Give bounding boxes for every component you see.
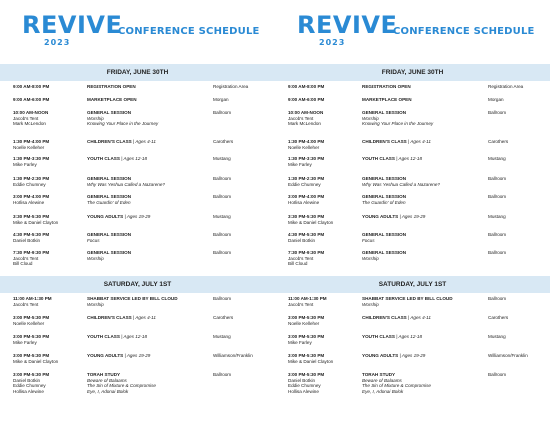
presenter-name: Mike Farley	[13, 161, 37, 167]
location-cell	[488, 156, 550, 162]
event-cell	[362, 110, 487, 127]
event-title: SHABBAT SERVICE LED BY BILL CLOUD	[87, 296, 178, 301]
age-separator: |	[119, 334, 124, 339]
age-separator: |	[123, 214, 127, 219]
time-cell	[13, 296, 88, 307]
session-location: Ballroom	[213, 372, 232, 377]
session-time: 9:00 AM-8:00 PM	[288, 84, 325, 89]
session-time: 3:30 PM-5:30 PM	[13, 214, 50, 219]
session-location: Ballroom	[488, 250, 507, 255]
presenter-name: Hollisa Alewine	[288, 388, 319, 394]
location-cell	[488, 176, 550, 182]
time-cell	[13, 97, 88, 103]
event-cell	[87, 214, 212, 220]
day-heading-friday: FRIDAY, JUNE 30TH	[275, 64, 550, 81]
presenter-name: Mike & Daniel Clayton	[13, 358, 59, 364]
session-topic: Worship	[362, 255, 379, 261]
location-cell	[213, 84, 275, 90]
schedule-page-right	[275, 0, 550, 425]
location-cell	[213, 372, 275, 378]
session-topic: Worship	[87, 115, 104, 121]
location-cell	[488, 194, 550, 200]
event-title-line	[87, 156, 212, 162]
presenter-name: Jacob's Tent	[288, 301, 314, 307]
event-title: YOUTH CLASS	[362, 156, 395, 161]
event-title: TORAH STUDY	[87, 372, 121, 377]
event-title-line	[362, 84, 487, 90]
presenter-name: Noelle Kelleher	[288, 320, 320, 326]
event-title: GENERAL SESSION	[87, 176, 132, 181]
session-topic: Beware of Balaams	[87, 377, 127, 383]
presenter-name: HoIlisa Alewine	[288, 199, 320, 205]
time-cell	[288, 97, 363, 103]
event-cell	[87, 353, 212, 359]
event-cell	[87, 372, 212, 394]
session-time: 10:00 AM-NOON	[288, 110, 324, 115]
event-title: CHILDREN'S CLASS	[362, 315, 407, 320]
event-cell	[362, 232, 487, 243]
day-heading-friday: FRIDAY, JUNE 30TH	[0, 64, 275, 81]
location-cell	[213, 139, 275, 145]
event-title: MARKETPLACE OPEN	[87, 97, 137, 102]
session-location: Registration Area	[213, 84, 249, 89]
schedule-title: CONFERENCE SCHEDULE	[393, 26, 535, 37]
age-separator: |	[394, 156, 399, 161]
time-cell	[288, 334, 363, 345]
session-location: Ballroom	[213, 232, 232, 237]
location-cell	[213, 353, 275, 359]
presenter-name: Mike Farley	[13, 339, 37, 345]
age-range: Ages 19-29	[401, 214, 426, 219]
event-title-line	[87, 84, 212, 90]
event-title-line	[362, 156, 487, 162]
location-cell	[488, 334, 550, 340]
event-title: GENERAL SESSION	[362, 250, 407, 255]
age-separator: |	[119, 156, 124, 161]
session-time: 9:00 AM-8:00 PM	[13, 84, 50, 89]
location-cell	[213, 110, 275, 116]
time-cell	[288, 84, 363, 90]
age-separator: |	[398, 214, 402, 219]
event-title: YOUNG ADULTS	[362, 214, 399, 219]
session-location: Mustang	[488, 214, 506, 219]
time-cell	[13, 372, 88, 394]
event-title-line	[362, 353, 487, 359]
session-time: 1:30 PM-3:30 PM	[288, 156, 325, 161]
session-topic: Worship	[362, 115, 379, 121]
event-title: GENERAL SESSION	[362, 232, 407, 237]
session-time: 1:30 PM-4:00 PM	[13, 139, 50, 144]
session-location: Ballroom	[488, 296, 507, 301]
session-time: 4:30 PM-5:30 PM	[288, 232, 325, 237]
session-time: 11:00 AM-1:30 PM	[288, 296, 327, 301]
event-cell	[362, 176, 487, 187]
time-cell	[13, 334, 88, 345]
time-cell	[288, 194, 363, 205]
presenter-name: Eddie Chumney	[288, 181, 321, 187]
event-title-line	[87, 97, 212, 103]
session-topic: The Guardin' of Eden	[87, 199, 131, 205]
event-cell	[362, 372, 487, 394]
time-cell	[288, 156, 363, 167]
presenter-name: Noelle Kelleher	[288, 144, 320, 150]
presenter-name: Daniel Botkin	[13, 377, 41, 383]
session-location: Mustang	[488, 334, 506, 339]
session-time: 7:30 PM-9:30 PM	[13, 250, 50, 255]
age-range: Ages 12-18	[398, 334, 423, 339]
time-cell	[288, 176, 363, 187]
event-cell	[87, 232, 212, 243]
presenter-name: Eddie Chumney	[13, 181, 46, 187]
time-cell	[13, 156, 88, 167]
session-topic: The Sin of Mixture & Compromise	[87, 383, 156, 389]
event-cell	[87, 250, 212, 261]
age-range: Ages 4-11	[410, 315, 431, 320]
event-cell	[87, 315, 212, 321]
session-time: 3:00 PM-4:00 PM	[13, 194, 50, 199]
session-location: Williamson/Franklin	[488, 353, 528, 358]
event-cell	[87, 97, 212, 103]
location-cell	[213, 194, 275, 200]
event-title: REGISTRATION OPEN	[362, 84, 411, 89]
time-cell	[288, 372, 363, 394]
session-topic: Worship	[362, 301, 379, 307]
session-location: Mustang	[488, 156, 506, 161]
session-time: 3:00 PM-5:30 PM	[288, 353, 325, 358]
age-separator: |	[123, 353, 127, 358]
session-time: 9:00 AM-6:00 PM	[13, 97, 50, 102]
event-title: YOUTH CLASS	[87, 156, 120, 161]
age-separator: |	[131, 315, 136, 320]
page-header	[22, 8, 262, 60]
session-topic: Eye, I, Adonai Bolok	[87, 388, 129, 394]
event-cell	[87, 139, 212, 145]
session-topic: The Guardin' of Eden	[362, 199, 406, 205]
presenter-name: Mark McLendon	[288, 121, 321, 127]
event-title-line	[87, 334, 212, 340]
presenter-name: Mark McLendon	[13, 121, 46, 127]
event-cell	[362, 296, 487, 307]
event-title: CHILDREN'S CLASS	[87, 315, 132, 320]
event-title: YOUTH CLASS	[362, 334, 395, 339]
age-range: Ages 12-18	[398, 156, 423, 161]
presenter-name: Daniel Botkin	[13, 237, 41, 243]
session-topic: The Sin of Mixture & Compromise	[362, 383, 431, 389]
schedule-title: CONFERENCE SCHEDULE	[118, 26, 260, 37]
event-cell	[87, 194, 212, 205]
event-cell	[362, 353, 487, 359]
event-cell	[362, 315, 487, 321]
logo-wordmark: REVIVE	[297, 11, 398, 39]
session-location: Ballroom	[213, 194, 232, 199]
session-topic: Knowing Your Place in the Journey	[87, 121, 159, 127]
session-location: Mustang	[213, 214, 231, 219]
event-title: GENERAL SESSION	[362, 110, 407, 115]
event-title-line	[87, 139, 212, 145]
event-cell	[87, 110, 212, 127]
session-location: Ballroom	[488, 176, 507, 181]
session-time: 3:00 PM-5:30 PM	[288, 334, 325, 339]
day-heading-saturday: SATURDAY, JULY 1ST	[0, 276, 275, 293]
presenter-name: Jacob's Tent	[13, 255, 39, 261]
age-separator: |	[406, 315, 411, 320]
presenter-name: Daniel Botkin	[288, 377, 316, 383]
event-title: GENERAL SESSION	[87, 250, 132, 255]
time-cell	[13, 84, 88, 90]
location-cell	[488, 84, 550, 90]
event-title: CHILDREN'S CLASS	[87, 139, 132, 144]
location-cell	[213, 296, 275, 302]
session-location: Carothers	[488, 315, 509, 320]
event-title: GENERAL SESSION	[87, 232, 132, 237]
age-range: Ages 19-29	[126, 214, 151, 219]
session-time: 3:00 PM-5:30 PM	[13, 372, 50, 377]
day-heading-saturday: SATURDAY, JULY 1ST	[275, 276, 550, 293]
event-cell	[362, 84, 487, 90]
time-cell	[13, 232, 88, 243]
event-cell	[87, 156, 212, 162]
session-topic: Why Was Yeshua Called a Nazarene?	[362, 181, 440, 187]
event-title: MARKETPLACE OPEN	[362, 97, 412, 102]
time-cell	[13, 110, 88, 127]
session-time: 1:30 PM-2:30 PM	[13, 176, 50, 181]
time-cell	[288, 315, 363, 326]
revive-logo	[297, 10, 398, 56]
presenter-name: Bill Cloud	[288, 261, 308, 267]
location-cell	[488, 232, 550, 238]
location-cell	[213, 176, 275, 182]
event-title-line	[362, 315, 487, 321]
location-cell	[488, 214, 550, 220]
session-location: Carothers	[213, 139, 234, 144]
location-cell	[213, 156, 275, 162]
location-cell	[488, 315, 550, 321]
time-cell	[13, 250, 88, 267]
time-cell	[13, 315, 88, 326]
age-range: Ages 19-29	[401, 353, 426, 358]
event-title: GENERAL SESSION	[87, 194, 132, 199]
session-topic: Why Was Yeshua Called a Nazarene?	[87, 181, 165, 187]
presenter-name: Eddie Chumney	[288, 383, 321, 389]
event-title-line	[87, 353, 212, 359]
time-cell	[13, 194, 88, 205]
session-location: Carothers	[213, 315, 234, 320]
presenter-name: Jacob's Tent	[288, 115, 314, 121]
session-time: 10:00 AM-NOON	[13, 110, 49, 115]
time-cell	[288, 214, 363, 225]
event-title-line	[362, 97, 487, 103]
event-title: CHILDREN'S CLASS	[362, 139, 407, 144]
session-location: Ballroom	[488, 110, 507, 115]
logo-wordmark: REVIVE	[22, 11, 123, 39]
session-location: Ballroom	[213, 296, 232, 301]
session-time: 1:30 PM-4:00 PM	[288, 139, 325, 144]
presenter-name: Eddie Chumney	[13, 383, 46, 389]
session-time: 3:00 PM-5:30 PM	[13, 334, 50, 339]
age-range: Ages 12-18	[123, 156, 148, 161]
time-cell	[13, 353, 88, 364]
location-cell	[213, 214, 275, 220]
location-cell	[488, 372, 550, 378]
presenter-name: Mike & Daniel Clayton	[288, 219, 334, 225]
session-time: 7:30 PM-9:30 PM	[288, 250, 325, 255]
session-time: 3:00 PM-5:30 PM	[13, 315, 50, 320]
presenter-name: Daniel Botkin	[288, 237, 316, 243]
age-range: Ages 4-11	[135, 139, 156, 144]
session-topic: Focus	[362, 237, 375, 243]
session-location: Morgan	[488, 97, 504, 102]
location-cell	[213, 315, 275, 321]
location-cell	[488, 296, 550, 302]
time-cell	[288, 353, 363, 364]
session-time: 11:00 AM-1:30 PM	[13, 296, 52, 301]
age-range: Ages 19-29	[126, 353, 151, 358]
session-location: Williamson/Franklin	[213, 353, 253, 358]
age-separator: |	[131, 139, 136, 144]
session-topic: Eye, I, Adonai Bolok	[362, 388, 404, 394]
logo-year: 2023	[44, 38, 71, 47]
session-time: 9:00 AM-6:00 PM	[288, 97, 325, 102]
event-title: YOUNG ADULTS	[87, 353, 124, 358]
session-topic: Worship	[87, 301, 104, 307]
session-time: 3:00 PM-5:30 PM	[13, 353, 50, 358]
session-time: 1:30 PM-3:30 PM	[13, 156, 50, 161]
page-header	[297, 8, 537, 60]
time-cell	[13, 214, 88, 225]
time-cell	[288, 139, 363, 150]
age-range: Ages 4-11	[410, 139, 431, 144]
presenter-name: Mike & Daniel Clayton	[288, 358, 334, 364]
time-cell	[13, 176, 88, 187]
session-time: 3:30 PM-5:30 PM	[288, 214, 325, 219]
event-cell	[362, 334, 487, 340]
age-range: Ages 12-18	[123, 334, 148, 339]
event-cell	[362, 139, 487, 145]
presenter-name: Jacob's Tent	[13, 301, 39, 307]
presenter-name: Jacob's Tent	[13, 115, 39, 121]
event-cell	[362, 194, 487, 205]
event-cell	[362, 156, 487, 162]
session-location: Ballroom	[213, 250, 232, 255]
session-location: Mustang	[213, 156, 231, 161]
presenter-name: Jacob's Tent	[288, 255, 314, 261]
session-time: 4:30 PM-5:30 PM	[13, 232, 50, 237]
event-title: REGISTRATION OPEN	[87, 84, 136, 89]
event-title: GENERAL SESSION	[362, 176, 407, 181]
session-time: 3:00 PM-5:30 PM	[288, 372, 325, 377]
event-cell	[362, 97, 487, 103]
location-cell	[213, 97, 275, 103]
session-location: Ballroom	[213, 176, 232, 181]
age-range: Ages 4-11	[135, 315, 156, 320]
logo-year: 2023	[319, 38, 346, 47]
session-time: 3:00 PM-4:00 PM	[288, 194, 325, 199]
session-topic: Worship	[87, 255, 104, 261]
time-cell	[288, 232, 363, 243]
location-cell	[488, 353, 550, 359]
presenter-name: Mike & Daniel Clayton	[13, 219, 59, 225]
event-cell	[362, 214, 487, 220]
session-location: Registration Area	[488, 84, 524, 89]
presenter-name: Noelle Kelleher	[13, 144, 45, 150]
event-title-line	[362, 139, 487, 145]
location-cell	[213, 334, 275, 340]
age-separator: |	[394, 334, 399, 339]
age-separator: |	[398, 353, 402, 358]
event-title-line	[87, 214, 212, 220]
event-cell	[87, 84, 212, 90]
event-title-line	[87, 315, 212, 321]
session-location: Morgan	[213, 97, 229, 102]
time-cell	[288, 250, 363, 267]
presenter-name: Bill Cloud	[13, 261, 33, 267]
presenter-name: Hollisa Alewine	[13, 388, 44, 394]
event-title: GENERAL SESSION	[87, 110, 132, 115]
time-cell	[13, 139, 88, 150]
revive-logo	[22, 10, 123, 56]
session-location: Ballroom	[488, 232, 507, 237]
event-title: GENERAL SESSION	[362, 194, 407, 199]
session-location: Ballroom	[488, 372, 507, 377]
location-cell	[213, 250, 275, 256]
event-title-line	[362, 214, 487, 220]
event-cell	[87, 334, 212, 340]
event-title: YOUTH CLASS	[87, 334, 120, 339]
event-cell	[87, 296, 212, 307]
time-cell	[288, 110, 363, 127]
event-cell	[87, 176, 212, 187]
time-cell	[288, 296, 363, 307]
session-topic: Focus	[87, 237, 100, 243]
presenter-name: Mike Farley	[288, 339, 312, 345]
event-title: SHABBAT SERVICE LED BY BILL CLOUD	[362, 296, 453, 301]
session-location: Carothers	[488, 139, 509, 144]
session-time: 3:00 PM-5:30 PM	[288, 315, 325, 320]
location-cell	[213, 232, 275, 238]
session-location: Ballroom	[213, 110, 232, 115]
session-time: 1:30 PM-2:30 PM	[288, 176, 325, 181]
session-location: Mustang	[213, 334, 231, 339]
event-title: YOUNG ADULTS	[362, 353, 399, 358]
location-cell	[488, 97, 550, 103]
location-cell	[488, 139, 550, 145]
presenter-name: HoIlisa Alewine	[13, 199, 45, 205]
age-separator: |	[406, 139, 411, 144]
event-title-line	[362, 334, 487, 340]
event-title: YOUNG ADULTS	[87, 214, 124, 219]
session-topic: Beware of Balaams	[362, 377, 402, 383]
session-topic: Knowing Your Place in the Journey	[362, 121, 434, 127]
event-cell	[362, 250, 487, 261]
session-location: Ballroom	[488, 194, 507, 199]
presenter-name: Mike Farley	[288, 161, 312, 167]
location-cell	[488, 250, 550, 256]
event-title: TORAH STUDY	[362, 372, 396, 377]
location-cell	[488, 110, 550, 116]
presenter-name: Noelle Kelleher	[13, 320, 45, 326]
